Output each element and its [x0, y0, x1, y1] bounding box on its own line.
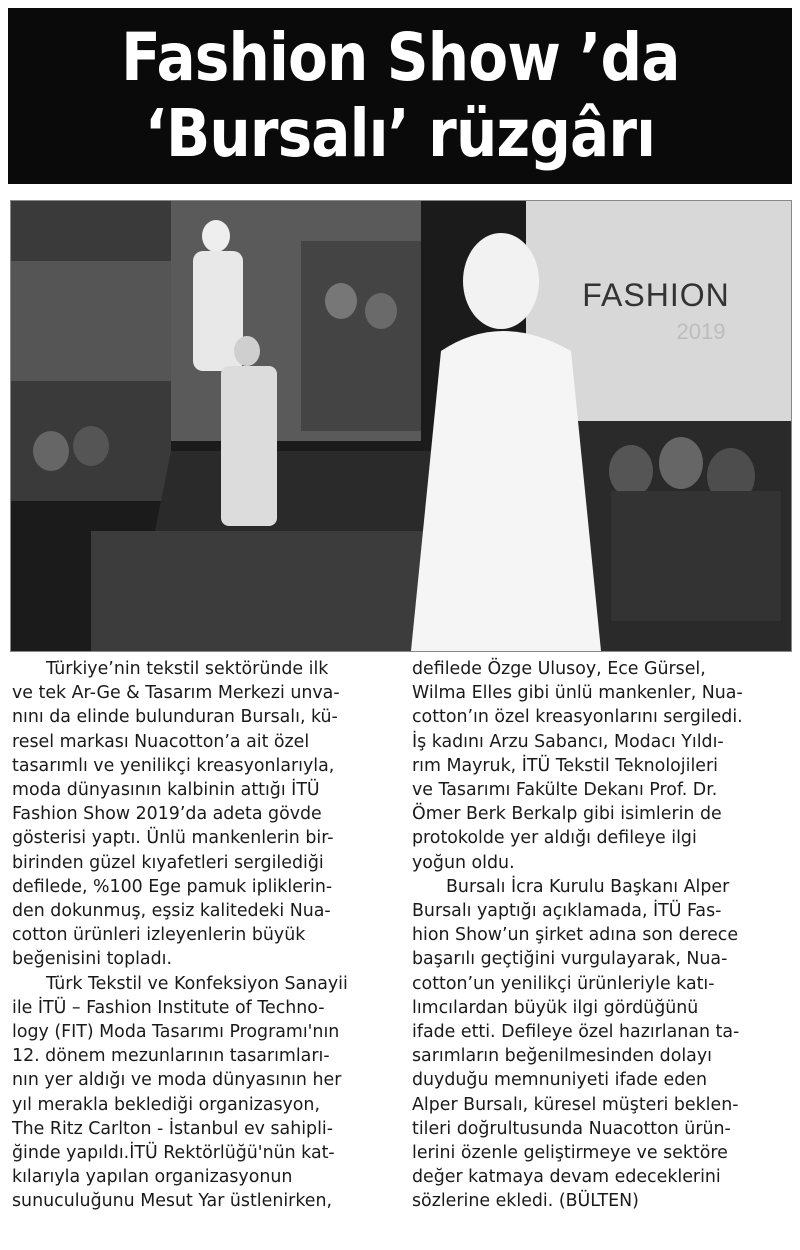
column-right [412, 657, 792, 1214]
column-left [12, 657, 392, 1214]
headline-banner [8, 8, 792, 184]
paragraph-1: Türkiye’nin tekstil sektöründe ilk ve tek Ar-Ge & Tasarım Merkezi unva- nını da elinde bulunduran Bursalı, kü- resel markası Nuacotton’a ait özel tasarımlı ve yenilikçi kreasyonlarıyla, moda dünyasının kalbinin attığı İTÜ Fashion Show 2019’da adeta gövde gösterisi yaptı. Ünlü mankenlerin bir- birinden güzel kıyafetleri sergilediği defilede, %100 Ege pamuk ipliklerin- den dokunmuş, eşsiz kalitedeki Nua- cotton ürünleri izleyenlerin büyük beğenisini topladı. [12, 659, 340, 970]
backdrop-text: FASHION [582, 277, 730, 313]
paragraph-3: defilede Özge Ulusoy, Ece Gürsel, Wilma Elles gibi ünlü mankenler, Nua- cotton’ın özel kreasyonlarını sergiledi. İş kadını Arzu Sabancı, Modacı Yıldı- rım Mayruk, İTÜ Tekstil Teknolojileri ve Tasarımı Fakülte Dekanı Prof. Dr. Ömer Berk Berkalp gibi isimlerin de protokolde yer aldığı defileye ilgi yoğun oldu. [412, 659, 743, 873]
fashion-show-photo [10, 200, 792, 652]
article-body [8, 657, 792, 1242]
headline-line-1: Fashion Show ’da [120, 19, 680, 96]
paragraph-4: Bursalı İcra Kurulu Başkanı Alper Bursalı yaptığı açıklamada, İTÜ Fas- hion Show’un şirket adına son derece başarılı geçtiğini vurgulayarak, Nua- cotton’un yenilikçi ürünleriyle katı- lımcılardan büyük ilgi gördüğünü ifade etti. Defileye özel hazırlanan ta- sarımların beğenilmesinden dolayı duyduğu memnuniyeti ifade eden Alper Bursalı, küresel müşteri beklen- tileri doğrultusunda Nuacotton ürün- lerini özenle geliştirmeye ve sektöre değer katmaya devam edeceklerini sözlerine ekledi. (BÜLTEN) [412, 876, 740, 1212]
backdrop-subtext: 2019 [676, 319, 726, 344]
paragraph-2: Türk Tekstil ve Konfeksiyon Sanayii ile İTÜ – Fashion Institute of Techno- logy (FIT) Moda Tasarımı Programı'nın 12. dönem mezunlarının tasarımları- nın yer aldığı ve moda dünyasının her yıl merakla beklediği organizasyon, The Ritz Carlton - İstanbul ev sahipli- ğinde yapıldı.İTÜ Rektörlüğü'nün kat- kılarıyla yapılan organizasyonun sunuculuğunu Mesut Yar üstlenirken, [12, 973, 348, 1212]
headline-line-2: ‘Bursalı’ rüzgârı [144, 95, 656, 172]
